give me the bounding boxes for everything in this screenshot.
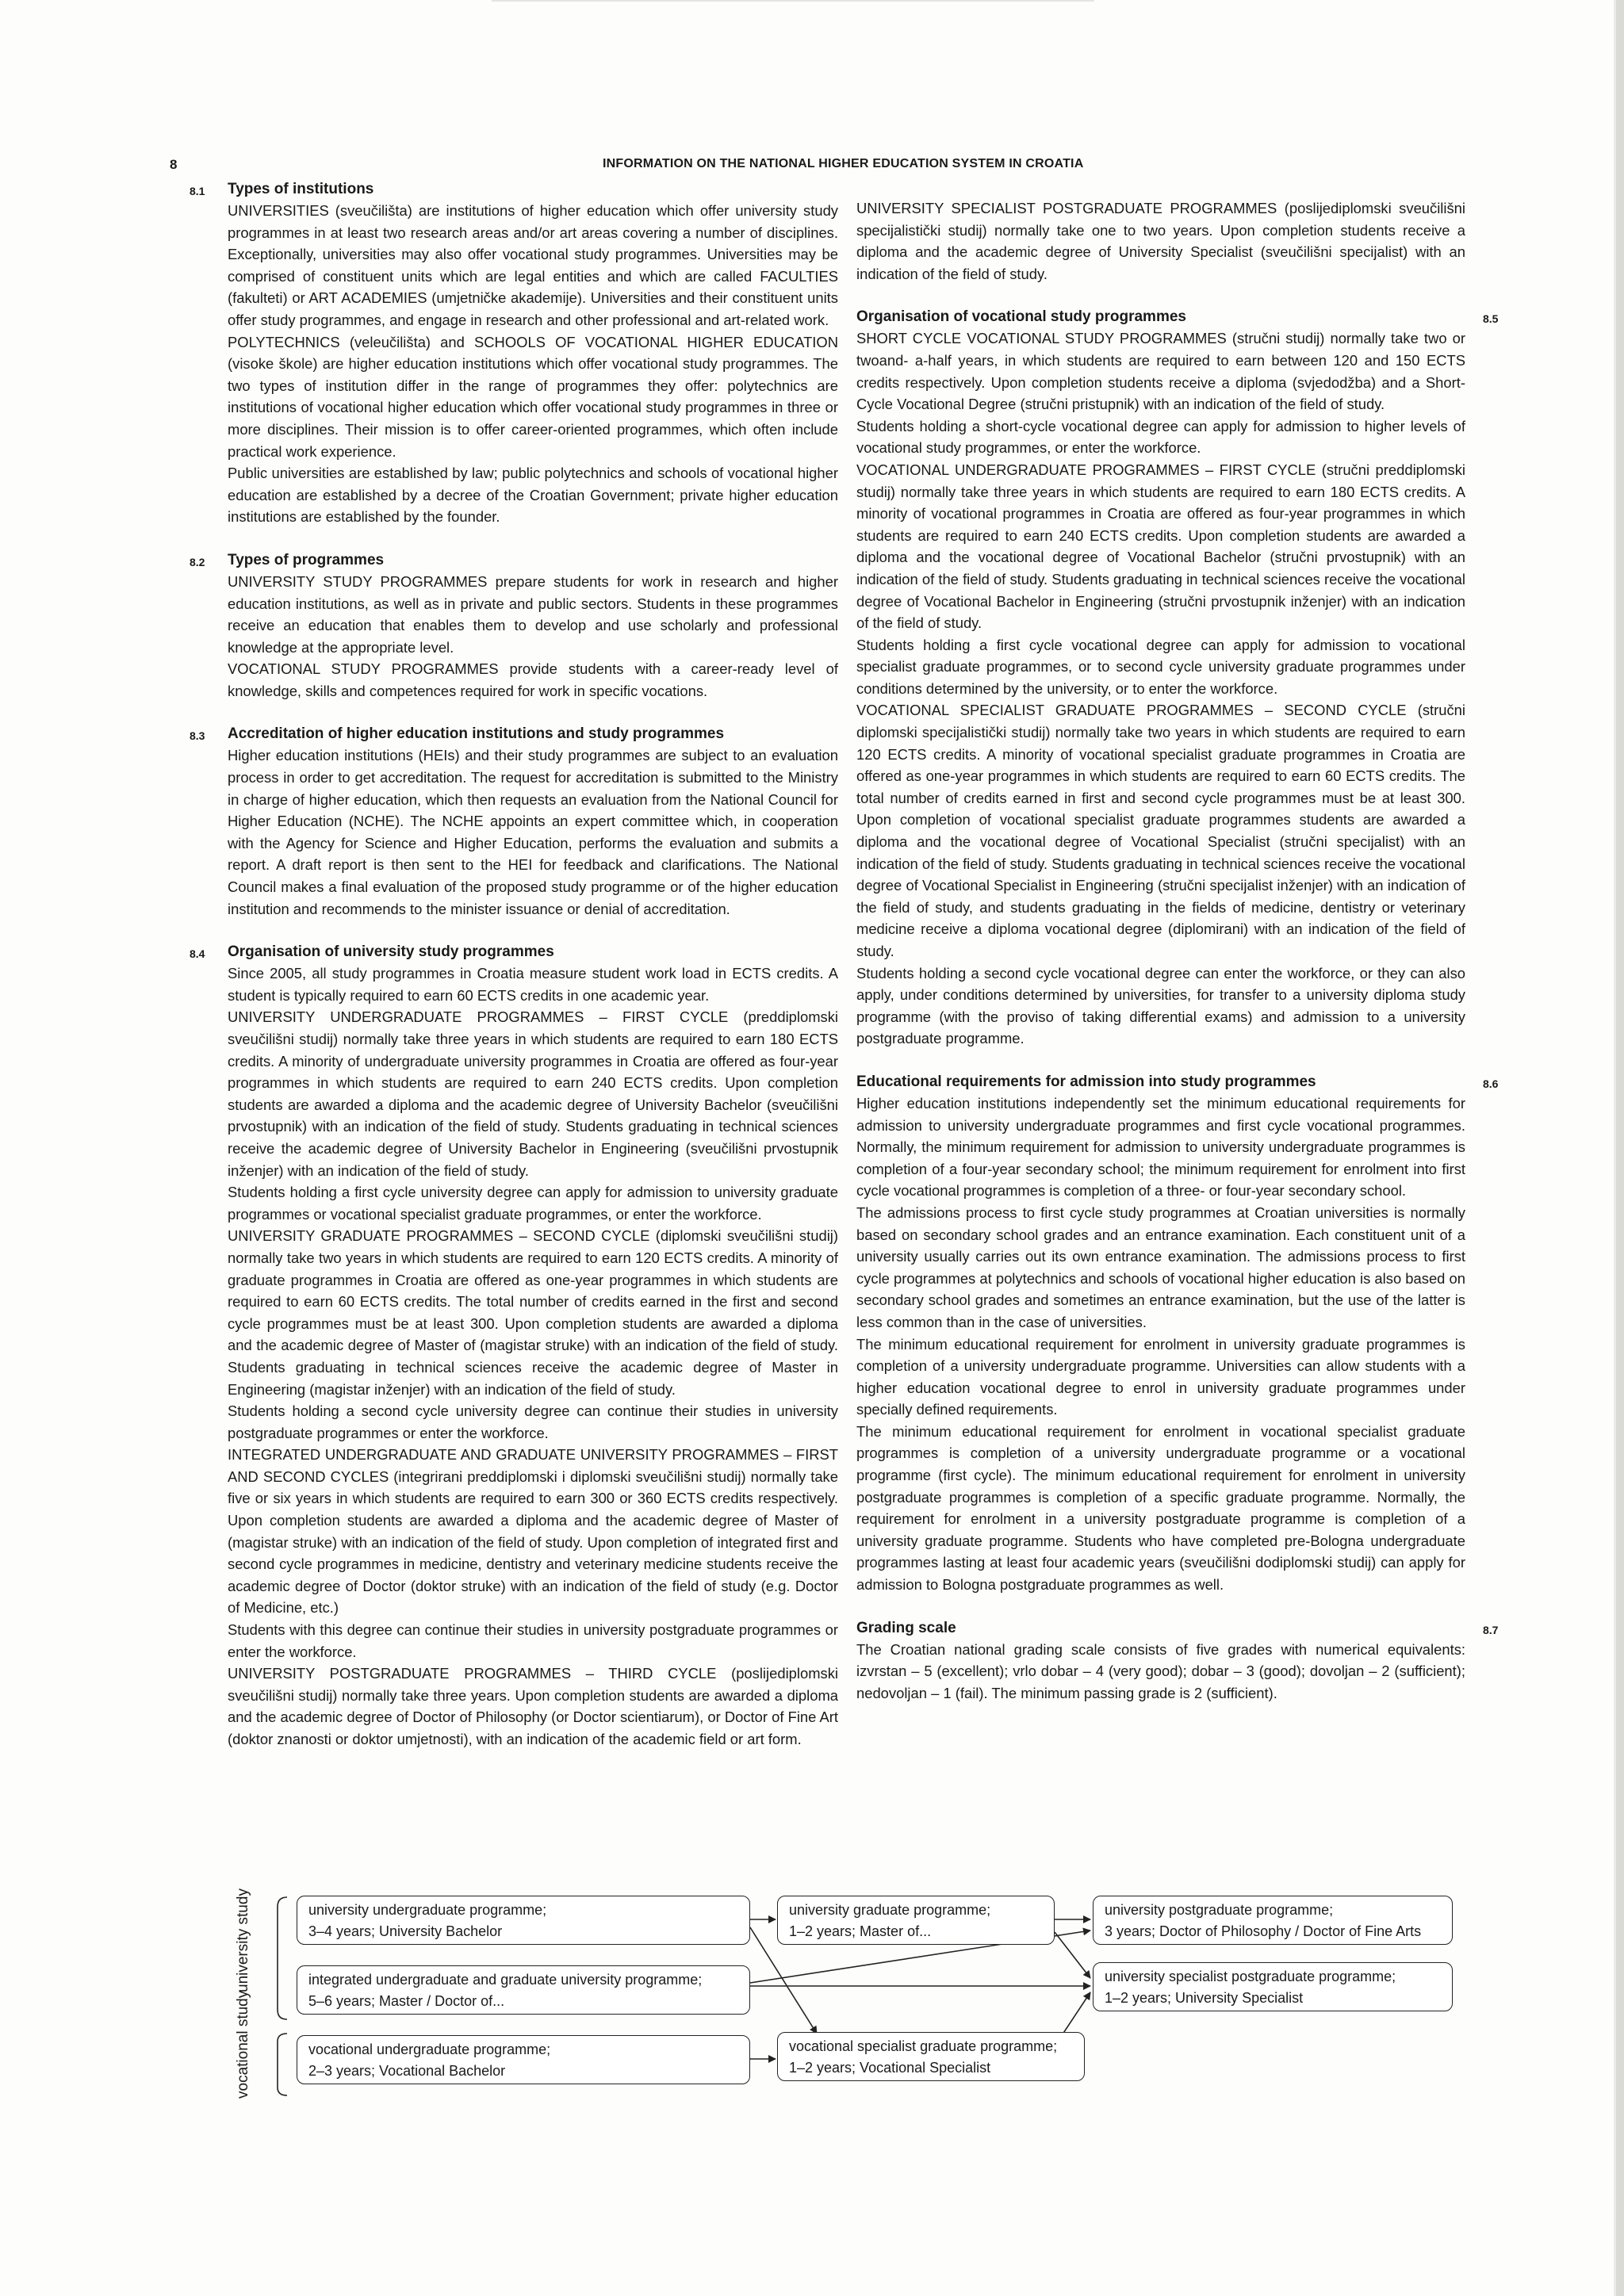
box-line: 1–2 years; University Specialist [1105, 1990, 1304, 2006]
paragraph: VOCATIONAL STUDY PROGRAMMES provide students with a career-ready level of knowledge, skills and competences required for work in specific vocations. [228, 660, 838, 699]
paragraph: The minimum educational requirement for enrolment in vocational specialist graduate programmes is completion of a university undergraduate programme or a vocational programme (first cycle). The minimum educational requirement for enrolment in university postgraduate programmes is completion of a specific graduate programme. Normally, the requirement for enrolment in a university postgraduate programme is completion of a university graduate programme. Students who have completed pre-Bologna undergraduate programmes lasting at least four academic years (sveučilišni dodiplomski studij) can apply for admission to Bologna postgraduate programmes as well. [856, 1422, 1465, 1594]
paragraph: Higher education institutions (HEIs) and their study programmes are subject to an evaluation process in order to get accreditation. The request for accreditation is submitted to the Ministry in charge of higher education, which then requests an evaluation from the National Council for Higher Education (NCHE). The NCHE appoints an expert committee which, in cooperation with the Agency for Science and Higher Education, performs the evaluation and submits a report. A draft report is then sent to the HEI for feedback and clarifications. The National Council makes a final evaluation of the proposed study programme or of the higher education institution and recommends to the minister issuance or denial of accreditation. [228, 747, 838, 917]
section-number: 8.5 [1483, 312, 1499, 326]
vocational-study-label: vocational study [235, 1990, 251, 2099]
paragraph: Students holding a second cycle university degree can continue their studies in university postgraduate programmes or enter the workforce. [228, 1402, 838, 1441]
voc-undergrad-box [297, 2035, 750, 2084]
paragraph: Students holding a first cycle university degree can apply for admission to university graduate programmes or vocational specialist graduate programmes, or enter the workforce. [228, 1184, 838, 1223]
section-number: 8.4 [190, 947, 205, 961]
section-title-text: Accreditation of higher education institutions and study programmes [228, 725, 725, 743]
section-number: 8.2 [190, 555, 205, 568]
paragraph: Public universities are established by law; public polytechnics and schools of vocational higher education are established by a decree of the Croatian Government; private higher education institutions are established by the founder. [228, 465, 838, 526]
section-number: 8.6 [1483, 1077, 1499, 1090]
page-number: 8 [170, 157, 178, 172]
box-line: 5–6 years; Master / Doctor of... [308, 1993, 505, 2009]
uni-graduate-box [777, 1896, 1055, 1945]
section [856, 1618, 1499, 1705]
section [856, 1072, 1499, 1596]
section [190, 724, 838, 920]
paragraph: UNIVERSITY GRADUATE PROGRAMMES – SECOND CYCLE (diplomski sveučilišni studij) normally take two years in which students are required to earn 120 ECTS credits. A minority of graduate programmes in Croatia are offered as one-year programmes in which students are required to earn 60 ECTS credits. The total number of credits earned in the first and second cycle programmes must be at least 300. Upon completion students are awarded a diploma and the academic degree of Master of (magistar struke) with an indication of the field of study. Students graduating in technical sciences receive the academic degree of Master in Engineering (magistar inženjer) with an indication of the field of study. [228, 1227, 838, 1398]
box-line: vocational specialist graduate programme; [789, 2038, 1058, 2054]
paragraph: SHORT CYCLE VOCATIONAL STUDY PROGRAMMES (stručni studij) normally take two or twoand- a-half years, in which students are required to earn between 120 and 150 ECTS credits respectively. Upon completion students receive a diploma (svjedodžba) and a Short-Cycle Vocational Degree (stručni pristupnik) with an indication of the field of study. [856, 330, 1465, 413]
section-title [856, 1618, 1499, 1639]
paragraph: Since 2005, all study programmes in Croatia measure student work load in ECTS credits. A student is typically required to earn 60 ECTS credits in one academic year. [228, 965, 838, 1004]
university-bracket [278, 1897, 287, 2019]
section [856, 307, 1499, 1050]
left-column [190, 179, 838, 1773]
paragraph: The Croatian national grading scale consists of five grades with numerical equivalents: izvrstan – 5 (excellent); vrlo dobar – 4 (very good); dobar – 3 (good); dovoljan – 2 (sufficient); nedovoljan – 1 (fail). The minimum passing grade is 2 (sufficient). [856, 1640, 1465, 1701]
box-line: university undergraduate programme; [308, 1902, 547, 1918]
paragraph: UNIVERSITY SPECIALIST POSTGRADUATE PROGRAMMES (poslijediplomski sveučilišni specijalistički studij) normally take one to two years. Upon completion students receive a diploma and the academic degree of University Specialist (sveučilišni specijalist) with an indication of the field of study. [856, 200, 1465, 282]
section [856, 197, 1465, 285]
uni-postgrad-box [1093, 1896, 1453, 1945]
section-title [190, 179, 838, 200]
paragraph: Higher education institutions independently set the minimum educational requirements for admission to university undergraduate programmes and first cycle vocational programmes. Normally, the minimum requirement for admission to university undergraduate programmes is completion of a four-year secondary school; the minimum requirement for enrolment into first cycle vocational programmes is completion of a three- or four-year secondary school. [856, 1094, 1465, 1200]
voc-specialist-box [777, 2032, 1085, 2081]
paragraph: Students holding a first cycle vocational degree can apply for admission to vocational specialist graduate programmes, or to second cycle university graduate programmes under conditions determined by the university, or to enter the workforce. [856, 636, 1465, 697]
section-title [190, 942, 838, 962]
box-line: university specialist postgraduate programme; [1105, 1969, 1396, 1984]
section-title [190, 724, 838, 744]
section-title-text: Organisation of vocational study programmes [856, 308, 1186, 326]
paragraph: UNIVERSITY STUDY PROGRAMMES prepare students for work in research and higher education institutions, as well as in private and public sectors. Students in these programmes receive an education that enables them to develop and use scholarly and professional knowledge at the appropriate level. [228, 572, 838, 656]
section-title-text: Organisation of university study programmes [228, 943, 554, 961]
uni-specialist-box [1093, 1962, 1453, 2011]
running-head: INFORMATION ON THE NATIONAL HIGHER EDUCATION SYSTEM IN CROATIA [603, 157, 1084, 170]
section-title [856, 307, 1499, 327]
section [190, 179, 838, 528]
study-structure-diagram [230, 1888, 1467, 2099]
paragraph: The minimum educational requirement for enrolment in university graduate programmes is completion of a university undergraduate programme. Universities can allow students with a higher education vocational degree to enrol in university graduate programmes under specially defined requirements. [856, 1335, 1465, 1418]
right-column [856, 197, 1499, 1726]
paragraph: UNIVERSITY UNDERGRADUATE PROGRAMMES – FIRST CYCLE (preddiplomski sveučilišni studij) normally take three years in which students are required to earn 180 ECTS credits. A minority of undergraduate university programmes in Croatia are offered as four-year programmes in which students are required to earn 240 ECTS credits. Upon completion students are awarded a diploma and the academic degree of University Bachelor (sveučilišni prvostupnik) with an indication of the field of study. Students graduating in technical sciences receive the academic degree of University Bachelor in Engineering (sveučilišni prvostupnik inženjer) with an indication of the field of study. [228, 1008, 838, 1179]
vocational-bracket [278, 2034, 287, 2095]
paragraph: POLYTECHNICS (veleučilišta) and SCHOOLS OF VOCATIONAL HIGHER EDUCATION (visoke škole) are higher education institutions which offer vocational study programmes. The two types of institution differ in the range of programmes they offer: polytechnics are institutions of vocational higher education which offer vocational study programmes in three or more disciplines. Their mission is to offer career-oriented programmes, which often include practical work experience. [228, 333, 838, 460]
section [190, 550, 838, 702]
section-number: 8.3 [190, 729, 205, 743]
paragraph: VOCATIONAL UNDERGRADUATE PROGRAMMES – FIRST CYCLE (stručni preddiplomski studij) normally take three years in which students are required to earn 180 ECTS credits. A minority of vocational programmes in Croatia are offered as four-year programmes in which students are required to earn 240 ECTS credits. Upon completion students are awarded a diploma and the vocational degree of Vocational Bachelor (stručni prvostupnik) with an indication of the field of study. Students graduating in technical sciences receive the vocational degree of Vocational Bachelor in Engineering (stručni prvostupnik inženjer) with an indication of the field of study. [856, 461, 1465, 632]
box-line: university graduate programme; [789, 1902, 991, 1918]
section-number: 8.1 [190, 185, 205, 197]
paragraph: UNIVERSITIES (sveučilišta) are institutions of higher education which offer university study programmes in at least two research areas and/or art areas covering a number of disciplines. Exceptionally, universities may also offer vocational study programmes. Universities may be comprised of constituent units which are legal entities and which are called FACULTIES (fakulteti) or ART ACADEMIES (umjetničke akademije). Universities and their constituent units offer study programmes, and engage in research and other professional and art-related work. [228, 202, 838, 328]
section-title [856, 1072, 1499, 1093]
section-title-text: Educational requirements for admission into study programmes [856, 1073, 1316, 1090]
box-line: university postgraduate programme; [1105, 1902, 1334, 1918]
section-title-text: Types of programmes [228, 551, 385, 568]
section-number: 8.7 [1483, 1623, 1499, 1636]
paragraph: Students holding a second cycle vocational degree can enter the workforce, or they can also apply, under conditions determined by universities, for transfer to a university diploma study programme (with the proviso of taking differential exams) and admission to a university postgraduate programme. [856, 964, 1465, 1047]
box-line: 3 years; Doctor of Philosophy / Doctor of Fine Arts [1105, 1923, 1422, 1939]
box-line: 1–2 years; Master of... [789, 1923, 932, 1939]
section-title-text: Grading scale [856, 1619, 956, 1636]
section-title-text: Types of institutions [228, 181, 374, 197]
paragraph: Students holding a short-cycle vocational degree can apply for admission to higher levels of vocational study programmes, or enter the workforce. [856, 417, 1465, 457]
box-line: vocational undergraduate programme; [308, 2042, 551, 2057]
integrated-box [297, 1965, 750, 2015]
box-line: 1–2 years; Vocational Specialist [789, 2060, 991, 2076]
paragraph: Students with this degree can continue their studies in university postgraduate programmes or enter the workforce. [228, 1621, 838, 1660]
box-line: 3–4 years; University Bachelor [308, 1923, 503, 1939]
box-line: integrated undergraduate and graduate university programme; [308, 1972, 703, 1988]
paragraph: INTEGRATED UNDERGRADUATE AND GRADUATE UNIVERSITY PROGRAMMES – FIRST AND SECOND CYCLES (integrirani preddiplomski i diplomski sveučilišni studij) normally take five or six years in which students are required to earn 300 or 360 ECTS credits respectively. Upon completion students are awarded a diploma and the academic degree of Master of (magistar struke) with an indication of the field of study. Upon completion of integrated first and second cycle programmes in medicine, dentistry and veterinary medicine students receive the academic degree of Doctor (doktor struke) with an indication of the field of study (e.g. Doctor of Medicine, etc.) [228, 1446, 838, 1617]
section [190, 942, 838, 1750]
paragraph: VOCATIONAL SPECIALIST GRADUATE PROGRAMMES – SECOND CYCLE (stručni diplomski specijalistički studij) normally take two years in which students are required to earn 120 ECTS credits. A minority of vocational specialist graduate programmes in Croatia are offered as one-year programmes in which students are required to earn 60 ECTS credits. The total number of credits earned in first and second cycle programmes must be at least 300. Upon completion of vocational specialist graduate programmes students are awarded a diploma and the vocational degree of Vocational Specialist (stručni specijalist) with an indication of the field of study. Students graduating in technical sciences receive the vocational degree of Vocational Specialist in Engineering (stručni specijalist inženjer) with an indication of the field of study, and students graduating in the fields of medicine, dentistry or veterinary medicine receive a diploma vocational degree (diplomirani) with an indication of the field of study. [856, 702, 1465, 959]
arrow [1055, 1932, 1090, 1978]
scan-edge [492, 0, 1094, 2]
university-study-label: university study [235, 1888, 251, 1992]
box-line: 2–3 years; Vocational Bachelor [308, 2063, 506, 2079]
paragraph: UNIVERSITY POSTGRADUATE PROGRAMMES – THIRD CYCLE (poslijediplomski sveučilišni studij) normally take three years. Upon completion students are awarded a diploma and the academic degree of Doctor of Philosophy (or Doctor scientiarum), or Doctor of Fine Art (doktor znanosti or doktor umjetnosti), with an indication of the academic field or art form. [228, 1665, 838, 1747]
section-title [190, 550, 838, 571]
uni-undergrad-box [297, 1896, 750, 1945]
paragraph: The admissions process to first cycle study programmes at Croatian universities is normally based on secondary school grades and an entrance examination. Each constituent unit of a university usually carries out its own entrance examination. The admissions process to first cycle programmes at polytechnics and schools of vocational higher education is also based on secondary school grades and sometimes an entrance examination, but the use of the latter is less common than in the case of universities. [856, 1203, 1465, 1330]
scan-edge [1616, 0, 1624, 2296]
